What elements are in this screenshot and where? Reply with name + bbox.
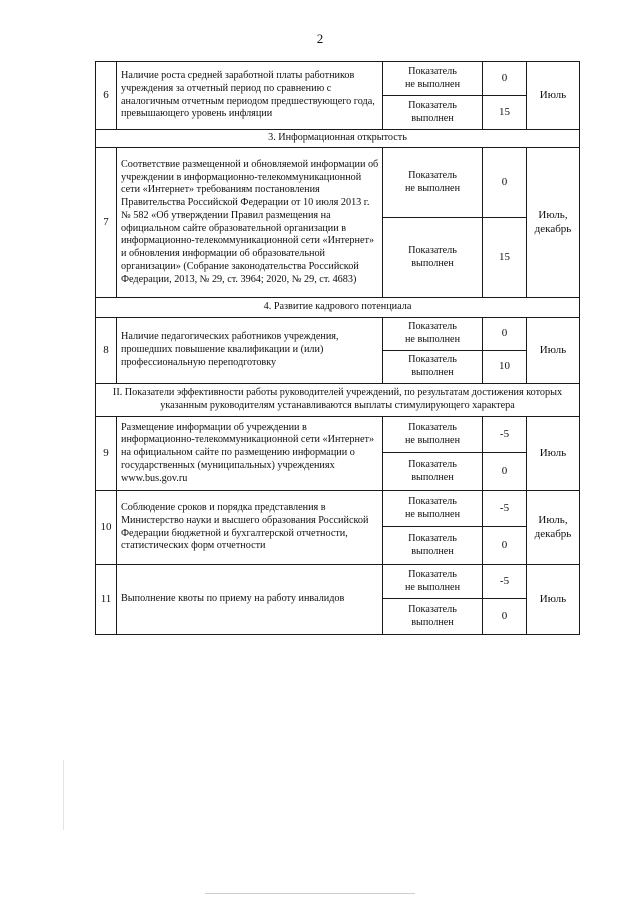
status-not-met: Показатель не выполнен: [383, 417, 483, 453]
period: Июль, декабрь: [527, 148, 580, 298]
row-number: 6: [96, 62, 117, 130]
criterion-text: Наличие роста средней заработной платы работников учреждения за отчетный период по сравнению с аналогичным отчетным периодом предшествующего года, превышающего уровень инфляции: [117, 62, 383, 130]
points-not-met: -5: [483, 417, 527, 453]
points-met: 0: [483, 599, 527, 635]
section-title: II. Показатели эффективности работы руководителей учреждений, по результатам достижения которых указанным руководителям устанавливаются выплаты стимулирующего характера: [96, 384, 580, 417]
table-row-9: [96, 417, 580, 453]
criteria-table: [95, 61, 580, 635]
points-not-met: 0: [483, 62, 527, 96]
points-met: 10: [483, 351, 527, 384]
criterion-text: Соблюдение сроков и порядка представления в Министерство науки и высшего образования Российской Федерации бюджетной и бухгалтерской отчетности, статистических форм отчетности: [117, 491, 383, 565]
points-not-met: -5: [483, 491, 527, 527]
points-met: 15: [483, 96, 527, 130]
status-met: Показатель выполнен: [383, 351, 483, 384]
criterion-text: Размещение информации об учреждении в информационно-телекоммуникационной сети «Интернет» на официальном сайте по размещению информации о государственных (муниципальных) учреждениях www.bus.gov.ru: [117, 417, 383, 491]
points-not-met: -5: [483, 565, 527, 599]
table-row-10: [96, 491, 580, 527]
section-header-3: [96, 130, 580, 148]
section-title: 3. Информационная открытость: [96, 130, 580, 148]
row-number: 11: [96, 565, 117, 635]
status-not-met: Показатель не выполнен: [383, 148, 483, 218]
table-row-11: [96, 565, 580, 599]
criterion-text: Наличие педагогических работников учреждения, прошедших повышение квалификации и (или) профессиональную переподготовку: [117, 318, 383, 384]
status-not-met: Показатель не выполнен: [383, 318, 483, 351]
status-met: Показатель выполнен: [383, 599, 483, 635]
status-met: Показатель выполнен: [383, 453, 483, 491]
status-not-met: Показатель не выполнен: [383, 565, 483, 599]
period: Июль: [527, 417, 580, 491]
period: Июль: [527, 62, 580, 130]
status-met: Показатель выполнен: [383, 218, 483, 298]
status-not-met: Показатель не выполнен: [383, 62, 483, 96]
points-met: 0: [483, 527, 527, 565]
section-header-4: [96, 298, 580, 318]
row-number: 10: [96, 491, 117, 565]
status-met: Показатель выполнен: [383, 96, 483, 130]
section-header-ii: [96, 384, 580, 417]
scan-artifact-line: [63, 760, 64, 830]
table-row-8: [96, 318, 580, 351]
row-number: 9: [96, 417, 117, 491]
points-met: 0: [483, 453, 527, 491]
page-number: 2: [316, 31, 324, 46]
points-met: 15: [483, 218, 527, 298]
period: Июль: [527, 318, 580, 384]
period: Июль, декабрь: [527, 491, 580, 565]
row-number: 7: [96, 148, 117, 298]
period: Июль: [527, 565, 580, 635]
criterion-text: Соответствие размещенной и обновляемой информации об учреждении в информационно-телекоммуникационной сети «Интернет» требованиям постановления Правительства Российской Федерации от 10 июля 2013 г. № 582 «Об утверждении Правил размещения на официальном сайте образовательной организации в информационно-телекоммуникационной сети «Интернет» и обновления информации об образовательной организации» (Собрание законодательства Российской Федерации, 2013, № 29, ст. 3964; 2020, № 29, ст. 4683): [117, 148, 383, 298]
section-title: 4. Развитие кадрового потенциала: [96, 298, 580, 318]
row-number: 8: [96, 318, 117, 384]
points-not-met: 0: [483, 148, 527, 218]
table-row-7: [96, 148, 580, 218]
table-row-6: [96, 62, 580, 96]
status-met: Показатель выполнен: [383, 527, 483, 565]
scan-edge-line: [205, 893, 415, 894]
criterion-text: Выполнение квоты по приему на работу инвалидов: [117, 565, 383, 635]
points-not-met: 0: [483, 318, 527, 351]
status-not-met: Показатель не выполнен: [383, 491, 483, 527]
